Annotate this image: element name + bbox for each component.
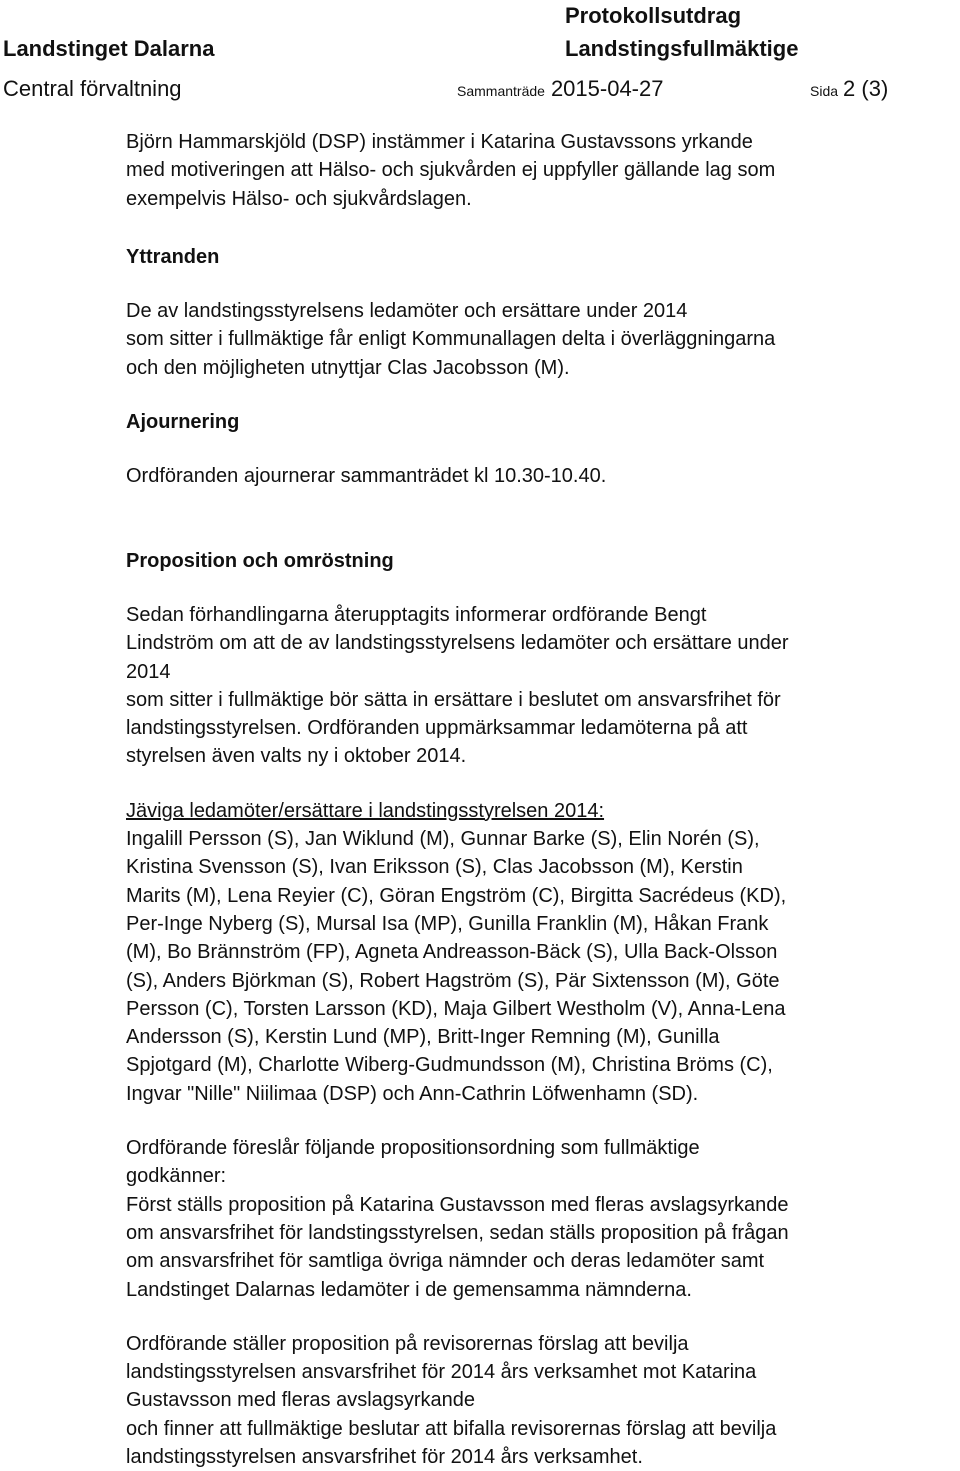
page-number: 2 (3) — [843, 76, 889, 101]
text-line: Först ställs proposition på Katarina Gustavsson med fleras avslagsyrkande — [126, 1193, 789, 1216]
text-line: Landstinget Dalarnas ledamöter i de gemensamma nämnderna. — [126, 1278, 692, 1301]
text-line: godkänner: — [126, 1165, 227, 1188]
text-line: landstingsstyrelsen. Ordföranden uppmärksammar ledamöterna på att — [126, 717, 748, 740]
ajournering-text: Ordföranden ajournerar sammanträdet kl 10.30-10.40. — [126, 465, 607, 488]
text-line: landstingsstyrelsen ansvarsfrihet för 2014 års verksamhet. — [126, 1445, 643, 1468]
text-line: Gustavsson med fleras avslagsyrkande — [126, 1389, 476, 1412]
text-line: som sitter i fullmäktige bör sätta in ersättare i beslutet om ansvarsfrihet för — [126, 688, 781, 711]
text-line: Spjotgard (M), Charlotte Wiberg-Gudmundsson (M), Christina Bröms (C), — [126, 1054, 773, 1077]
javiga-paragraph — [126, 797, 941, 1108]
javiga-heading: Jäviga ledamöter/ersättare i landstingsstyrelsen 2014: — [126, 799, 605, 822]
organization-name: Landstinget Dalarna — [3, 36, 215, 61]
text-line: exempelvis Hälso- och sjukvårdslagen. — [126, 187, 472, 210]
text-line: De av landstingsstyrelsens ledamöter och ersättare under 2014 — [126, 300, 688, 323]
text-line: 2014 — [126, 660, 171, 683]
text-line: som sitter i fullmäktige får enligt Kommunallagen delta i överläggningarna — [126, 328, 776, 351]
text-line: Persson (C), Torsten Larsson (KD), Maja Gilbert Westholm (V), Anna-Lena — [126, 997, 786, 1020]
page-info — [810, 76, 888, 102]
text-line: Ingalill Persson (S), Jan Wiklund (M), Gunnar Barke (S), Elin Norén (S), — [126, 828, 760, 851]
text-line: om ansvarsfrihet för samtliga övriga nämnder och deras ledamöter samt — [126, 1250, 765, 1273]
document-type: Protokollsutdrag — [565, 3, 742, 28]
meeting-info — [457, 76, 663, 102]
text-line: om ansvarsfrihet för landstingsstyrelsen, sedan ställs proposition på frågan — [126, 1221, 789, 1244]
text-line: med motiveringen att Hälso- och sjukvården ej uppfyller gällande lag som — [126, 159, 776, 182]
yttranden-paragraph — [126, 297, 941, 382]
text-line: (S), Anders Björkman (S), Robert Hagström (S), Pär Sixtensson (M), Göte — [126, 969, 780, 992]
assembly-name: Landstingsfullmäktige — [565, 36, 799, 61]
proposition-heading: Proposition och omröstning — [126, 549, 394, 572]
propositionsordning-paragraph — [126, 1134, 941, 1304]
text-line: Andersson (S), Kerstin Lund (MP), Britt-Inger Remning (M), Gunilla — [126, 1026, 720, 1049]
intro-paragraph — [126, 128, 941, 213]
proposition-paragraph — [126, 601, 941, 771]
text-line: Sedan förhandlingarna återupptagits informerar ordförande Bengt — [126, 603, 707, 626]
text-line: Marits (M), Lena Reyier (C), Göran Engström (C), Birgitta Sacrédeus (KD), — [126, 884, 787, 907]
text-line: och den möjligheten utnyttjar Clas Jacobsson (M). — [126, 356, 570, 379]
text-line: Ingvar "Nille" Niilimaa (DSP) och Ann-Cathrin Löfwenhamn (SD). — [126, 1082, 699, 1105]
text-line: (M), Bo Brännström (FP), Agneta Andreasson-Bäck (S), Ulla Back-Olsson — [126, 941, 778, 964]
unit-name: Central förvaltning — [3, 76, 182, 101]
page-label: Sida — [810, 83, 839, 99]
text-line: styrelsen även valts ny i oktober 2014. — [126, 745, 467, 768]
text-line: Per-Inge Nyberg (S), Mursal Isa (MP), Gunilla Franklin (M), Håkan Frank — [126, 912, 769, 935]
text-line: Kristina Svensson (S), Ivan Eriksson (S), Clas Jacobsson (M), Kerstin — [126, 856, 743, 879]
text-line: landstingsstyrelsen ansvarsfrihet för 2014 års verksamhet mot Katarina — [126, 1361, 757, 1384]
meeting-label: Sammanträde — [457, 83, 545, 99]
protocol-body — [126, 128, 941, 1471]
text-line: Ordförande ställer proposition på revisorernas förslag att bevilja — [126, 1332, 689, 1355]
beslut-paragraph — [126, 1330, 941, 1471]
ajournering-heading: Ajournering — [126, 411, 240, 434]
text-line: Ordförande föreslår följande propositionsordning som fullmäktige — [126, 1137, 700, 1160]
text-line: Björn Hammarskjöld (DSP) instämmer i Katarina Gustavssons yrkande — [126, 131, 753, 153]
meeting-date: 2015-04-27 — [550, 76, 664, 101]
text-line: och finner att fullmäktige beslutar att bifalla revisorernas förslag att bevilja — [126, 1417, 777, 1440]
text-line: Lindström om att de av landstingsstyrelsens ledamöter och ersättare under — [126, 632, 789, 655]
yttranden-heading: Yttranden — [126, 245, 220, 268]
